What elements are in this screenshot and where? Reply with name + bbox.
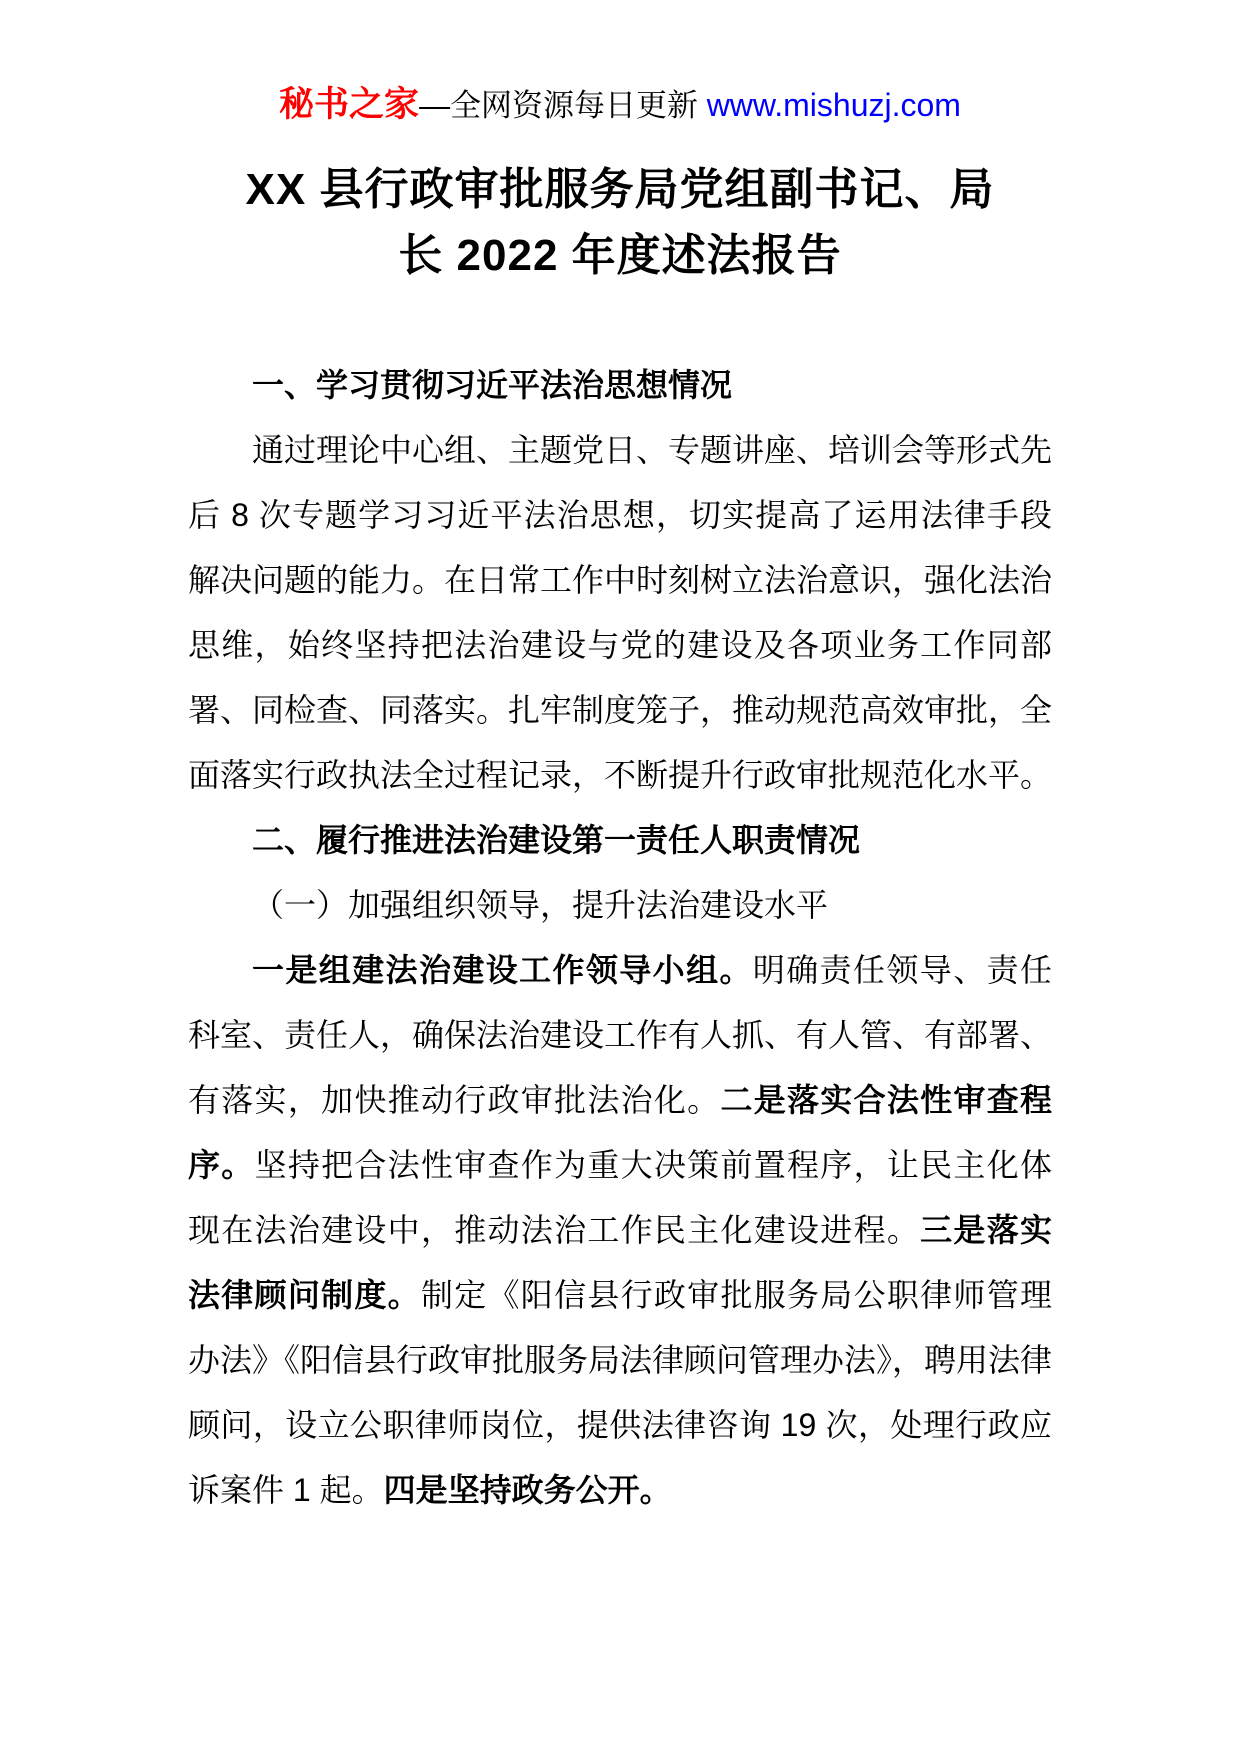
title-line-2: 长 2022 年度述法报告 — [398, 231, 842, 280]
site-url[interactable]: www.mishuzj.com — [706, 87, 961, 123]
text-run: 制定《阳信县行政审批服务局公职律师管理办法》《阳信县行政审批服务局法律顾问管理办法》，聘用法律顾问，设立公职律师岗位，提供法律咨询 19 次，处理行政应诉案件 1 起。 — [188, 1277, 1053, 1508]
title-line-1: XX 县行政审批服务局党组副书记、局 — [245, 165, 995, 214]
bold-text-run: 一、学习贯彻习近平法治思想情况 — [252, 367, 733, 403]
body-paragraph-2 — [188, 938, 1052, 1523]
subsection-heading-1 — [188, 873, 1052, 938]
section-heading-1 — [188, 353, 1052, 418]
text-run: 明确责任领导、责任科室、责任人，确保法治建设工作有人抓、有人管、有部署、有落实，加快推动行政审批法治化。 — [188, 952, 1053, 1118]
bold-text-run: 二是落实合法性审查程序。 — [188, 1082, 1052, 1183]
document-body — [188, 353, 1052, 1523]
bold-text-run: 一是组建法治建设工作领导小组。 — [252, 952, 753, 988]
bold-text-run: 二、履行推进法治建设第一责任人职责情况 — [252, 822, 861, 858]
page-header — [0, 0, 1240, 127]
bold-text-run: 四是坚持政务公开。 — [383, 1472, 672, 1508]
text-run: （一）加强组织领导，提升法治建设水平 — [252, 887, 829, 923]
text-run: 坚持把合法性审查作为重大决策前置程序，让民主化体现在法治建设中，推动法治工作民主化建设进程。 — [188, 1147, 1052, 1248]
site-name: 秘书之家 — [279, 85, 420, 124]
header-tagline: —全网资源每日更新 — [419, 88, 707, 123]
text-run: 通过理论中心组、主题党日、专题讲座、培训会等形式先后 8 次专题学习习近平法治思想，切实提高了运用法律手段解决问题的能力。在日常工作中时刻树立法治意识，强化法治思维，始终坚持把法治建设与党的建设及各项业务工作同部署、同检查、同落实。扎牢制度笼子，推动规范高效审批，全面落实行政执法全过程记录，不断提升行政审批规范化水平。 — [188, 432, 1053, 793]
document-title — [0, 157, 1240, 289]
bold-text-run: 三是落实法律顾问制度。 — [188, 1212, 1052, 1313]
body-paragraph-1 — [188, 418, 1052, 808]
section-heading-2 — [188, 808, 1052, 873]
